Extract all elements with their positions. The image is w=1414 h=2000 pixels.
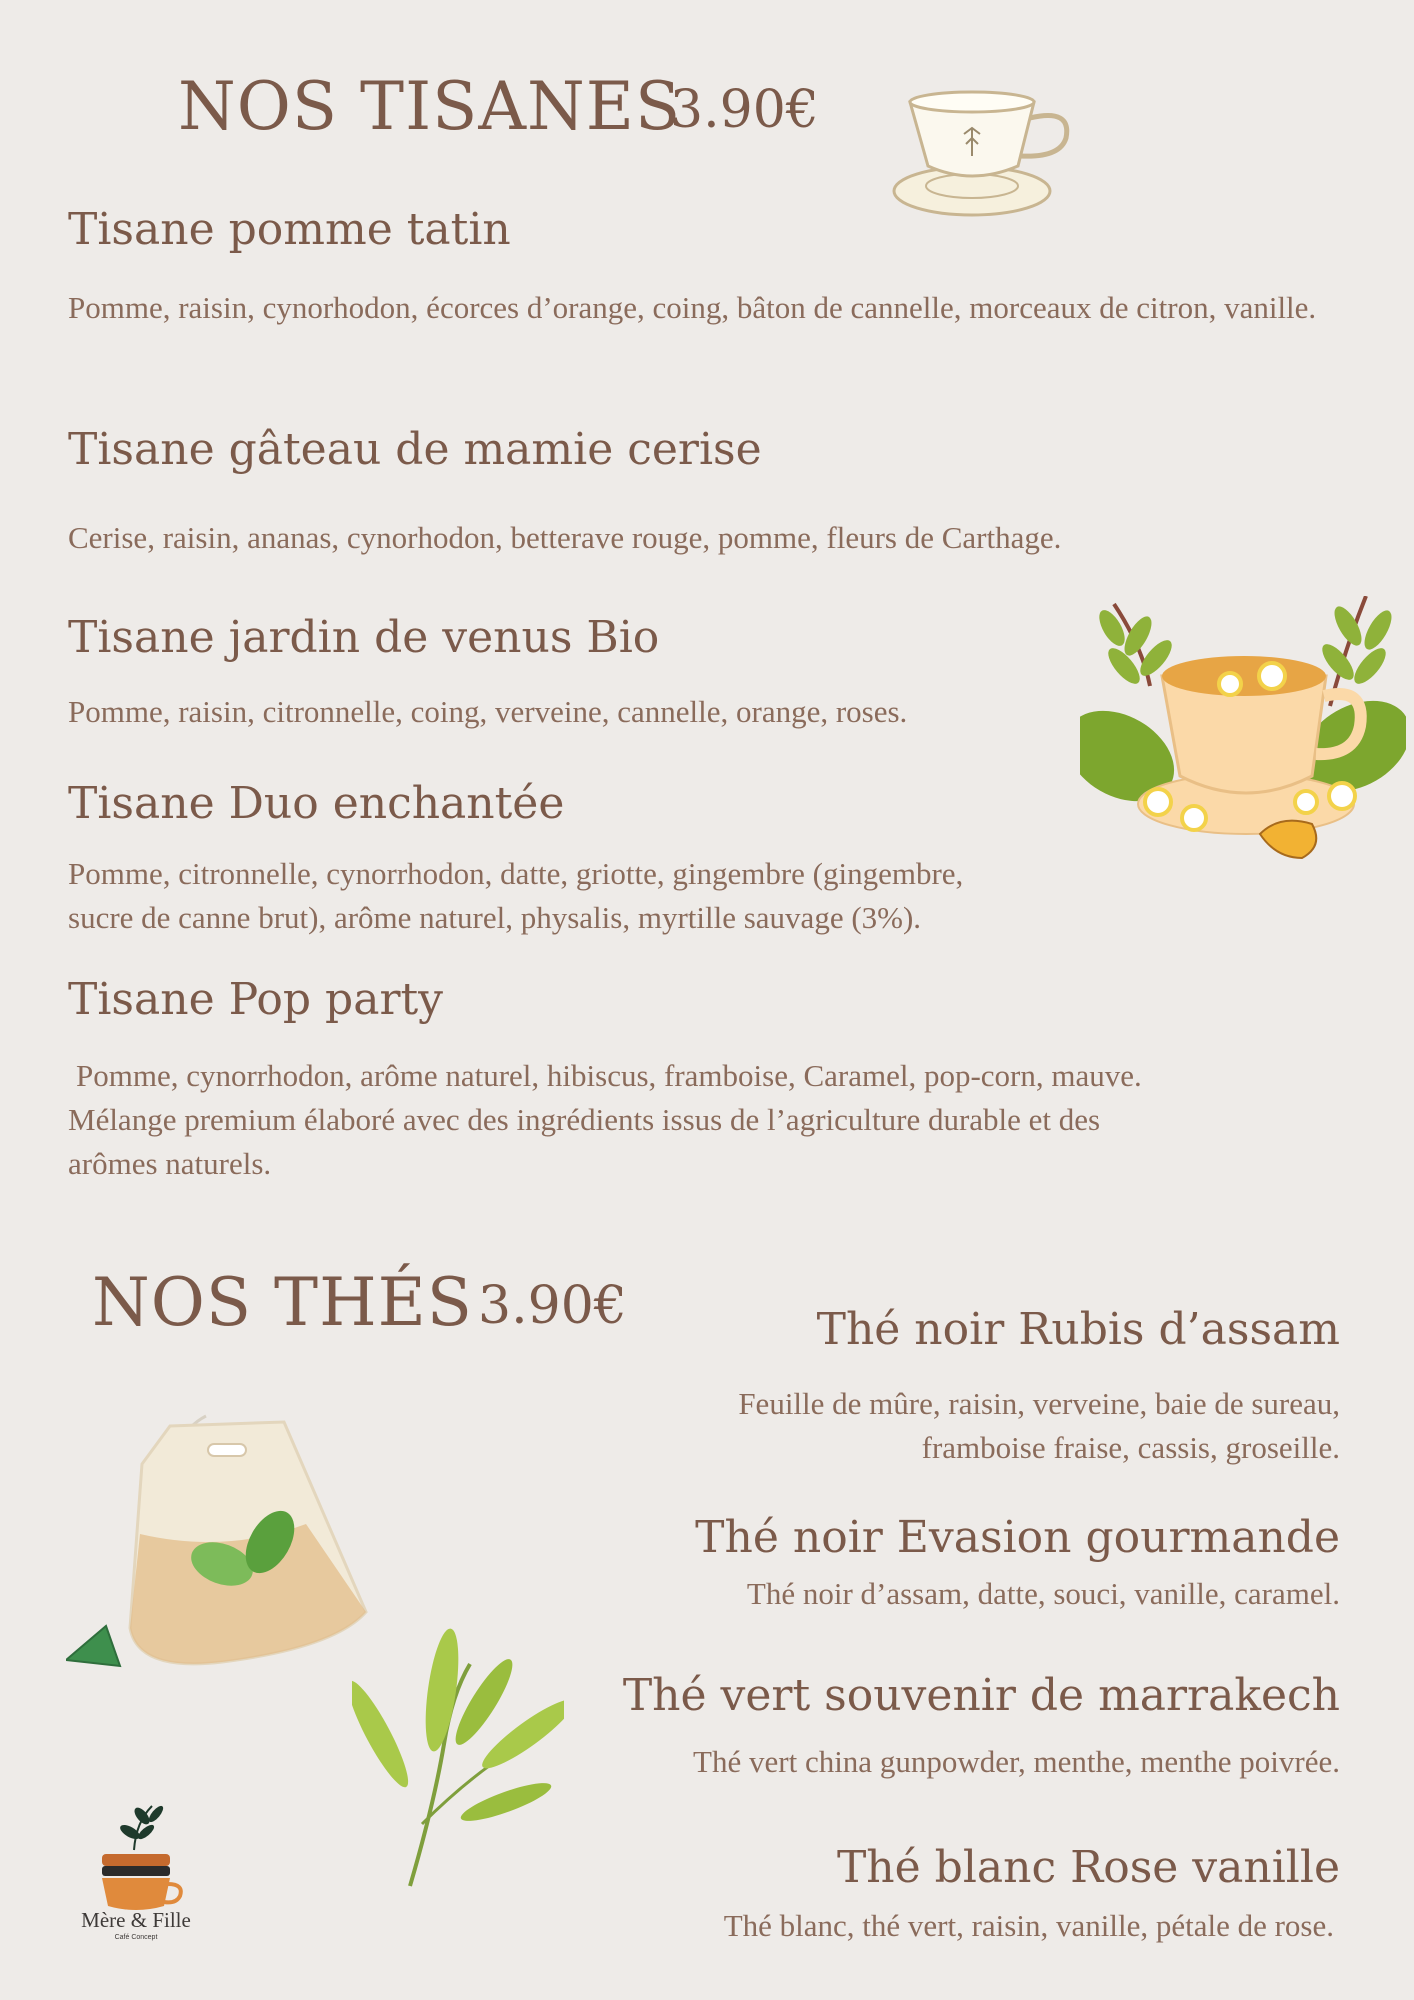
tisanes-price: 3.90€ xyxy=(670,80,819,140)
green-sprig-icon xyxy=(352,1624,564,1888)
the-name-2: Thé noir Evasion gourmande xyxy=(695,1512,1340,1563)
the-desc-1-line-1: Feuille de mûre, raisin, verveine, baie de sureau, xyxy=(738,1386,1340,1421)
the-desc-3: Thé vert china gunpowder, menthe, menthe poivrée. xyxy=(693,1744,1340,1779)
the-name-3: Thé vert souvenir de marrakech xyxy=(622,1670,1340,1721)
tisane-name-1: Tisane pomme tatin xyxy=(68,204,511,255)
herbal-tea-cup-icon xyxy=(1080,596,1406,866)
tisane-desc-4-line-2: sucre de canne brut), arôme naturel, physalis, myrtille sauvage (3%). xyxy=(68,900,922,935)
tisane-desc-5-line-1: Pomme, cynorrhodon, arôme naturel, hibiscus, framboise, Caramel, pop-corn, mauve. xyxy=(76,1058,1142,1093)
tisane-desc-2: Cerise, raisin, ananas, cynorhodon, betterave rouge, pomme, fleurs de Carthage. xyxy=(68,520,1062,555)
the-name-4: Thé blanc Rose vanille xyxy=(836,1842,1340,1893)
the-desc-2: Thé noir d’assam, datte, souci, vanille, caramel. xyxy=(746,1576,1340,1611)
tisane-desc-3: Pomme, raisin, citronnelle, coing, verveine, cannelle, orange, roses. xyxy=(68,694,908,729)
the-name-1: Thé noir Rubis d’assam xyxy=(816,1304,1340,1355)
logo-name: Mère & Fille xyxy=(81,1908,191,1932)
tisane-name-5: Tisane Pop party xyxy=(68,974,444,1025)
tisane-name-4: Tisane Duo enchantée xyxy=(68,778,565,829)
tisanes-title: NOS TISANES xyxy=(178,68,682,145)
tisane-desc-1: Pomme, raisin, cynorhodon, écorces d’orange, coing, bâton de cannelle, morceaux de citron, vanille. xyxy=(68,290,1317,325)
thes-title: NOS THÉS xyxy=(92,1264,474,1341)
thes-price: 3.90€ xyxy=(478,1276,627,1336)
tea-bag-icon xyxy=(66,1414,376,1684)
tisane-name-3: Tisane jardin de venus Bio xyxy=(68,612,660,663)
teacup-icon xyxy=(880,88,1080,228)
tisane-desc-5-line-2: Mélange premium élaboré avec des ingrédients issus de l’agriculture durable et des xyxy=(68,1102,1101,1137)
tisane-name-2: Tisane gâteau de mamie cerise xyxy=(68,424,762,475)
the-desc-4: Thé blanc, thé vert, raisin, vanille, pétale de rose. xyxy=(723,1908,1334,1943)
tisane-desc-5-line-3: arômes naturels. xyxy=(68,1146,272,1181)
the-desc-1-line-2: framboise fraise, cassis, groseille. xyxy=(921,1430,1340,1465)
brand-logo xyxy=(76,1802,196,1941)
logo-cups-icon xyxy=(76,1802,196,1914)
logo-tagline: Café Concept xyxy=(114,1934,158,1941)
tisane-desc-4-line-1: Pomme, citronnelle, cynorrhodon, datte, griotte, gingembre (gingembre, xyxy=(68,856,964,891)
